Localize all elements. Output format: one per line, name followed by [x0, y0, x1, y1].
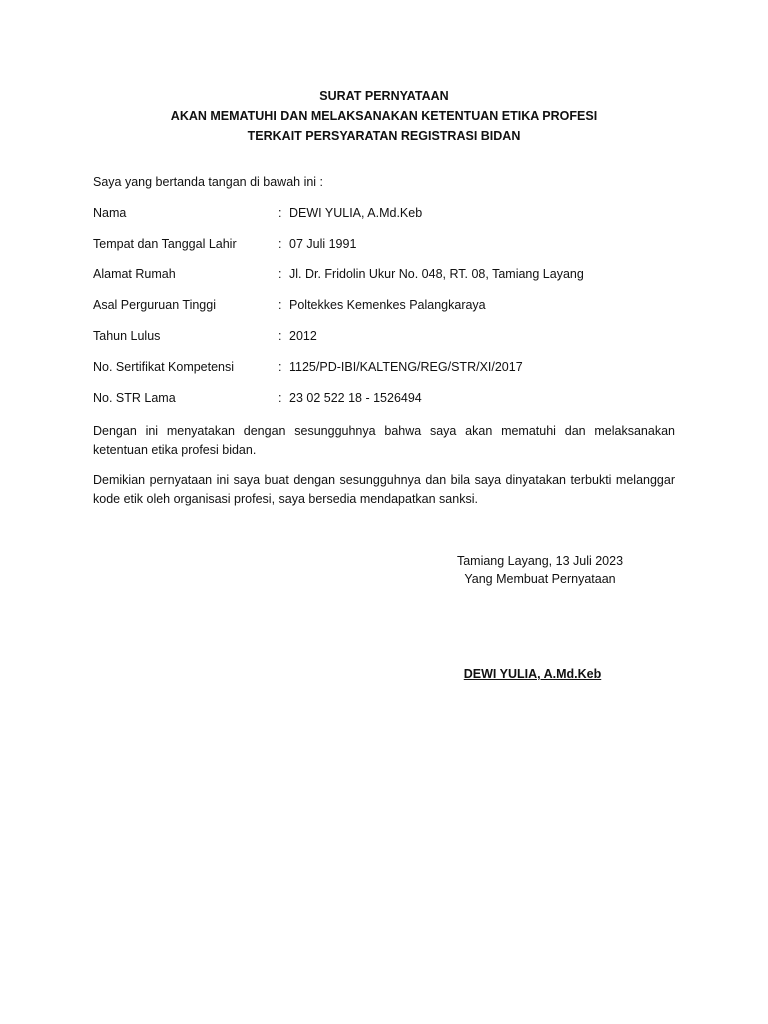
intro-text: Saya yang bertanda tangan di bawah ini : — [93, 175, 324, 189]
field-row-alamat-rumah — [93, 267, 683, 285]
field-colon: : — [278, 391, 282, 405]
field-colon: : — [278, 360, 282, 374]
closing-paragraph: Demikian pernyataan ini saya buat dengan sesungguhnya dan bila saya dinyatakan terbukti melanggar kode etik oleh organisasi profesi, saya bersedia mendapatkan sanksi. — [93, 473, 675, 506]
field-label: Alamat Rumah — [93, 267, 176, 281]
field-value: 2012 — [289, 329, 317, 343]
field-label: Tempat dan Tanggal Lahir — [93, 237, 237, 251]
field-colon: : — [278, 237, 282, 251]
field-row-nama — [93, 206, 683, 224]
signer-name: DEWI YULIA, A.Md.Keb — [463, 667, 602, 681]
field-row-tempat-tanggal-lahir — [93, 237, 683, 255]
field-row-sertifikat-kompetensi — [93, 360, 683, 378]
field-colon: : — [278, 329, 282, 343]
field-value: 23 02 522 18 - 1526494 — [289, 391, 422, 405]
field-value: Poltekkes Kemenkes Palangkaraya — [289, 298, 486, 312]
field-label: No. Sertifikat Kompetensi — [93, 360, 235, 374]
field-value: DEWI YULIA, A.Md.Keb — [289, 206, 423, 220]
title-line-3: TERKAIT PERSYARATAN REGISTRASI BIDAN — [247, 129, 521, 143]
field-value: 1125/PD-IBI/KALTENG/REG/STR/XI/2017 — [289, 360, 523, 374]
field-colon: : — [278, 206, 282, 220]
title-line-1: SURAT PERNYATAAN — [319, 89, 449, 103]
field-colon: : — [278, 298, 282, 312]
field-label: No. STR Lama — [93, 391, 176, 405]
field-row-str-lama — [93, 391, 683, 409]
field-label: Tahun Lulus — [93, 329, 161, 343]
signature-role: Yang Membuat Pernyataan — [464, 572, 616, 586]
field-value: Jl. Dr. Fridolin Ukur No. 048, RT. 08, Tamiang Layang — [289, 267, 584, 281]
field-colon: : — [278, 267, 282, 281]
field-value: 07 Juli 1991 — [289, 237, 357, 251]
signature-place-date: Tamiang Layang, 13 Juli 2023 — [456, 554, 624, 568]
field-row-tahun-lulus — [93, 329, 683, 347]
statement-paragraph: Dengan ini menyatakan dengan sesungguhnya bahwa saya akan mematuhi dan melaksanakan ketentuan etika profesi bidan. — [93, 424, 675, 457]
field-label: Asal Perguruan Tinggi — [93, 298, 216, 312]
field-label: Nama — [93, 206, 127, 220]
field-row-asal-perguruan-tinggi — [93, 298, 683, 316]
document-title — [0, 86, 768, 146]
title-line-2: AKAN MEMATUHI DAN MELAKSANAKAN KETENTUAN ETIKA PROFESI — [170, 109, 598, 123]
